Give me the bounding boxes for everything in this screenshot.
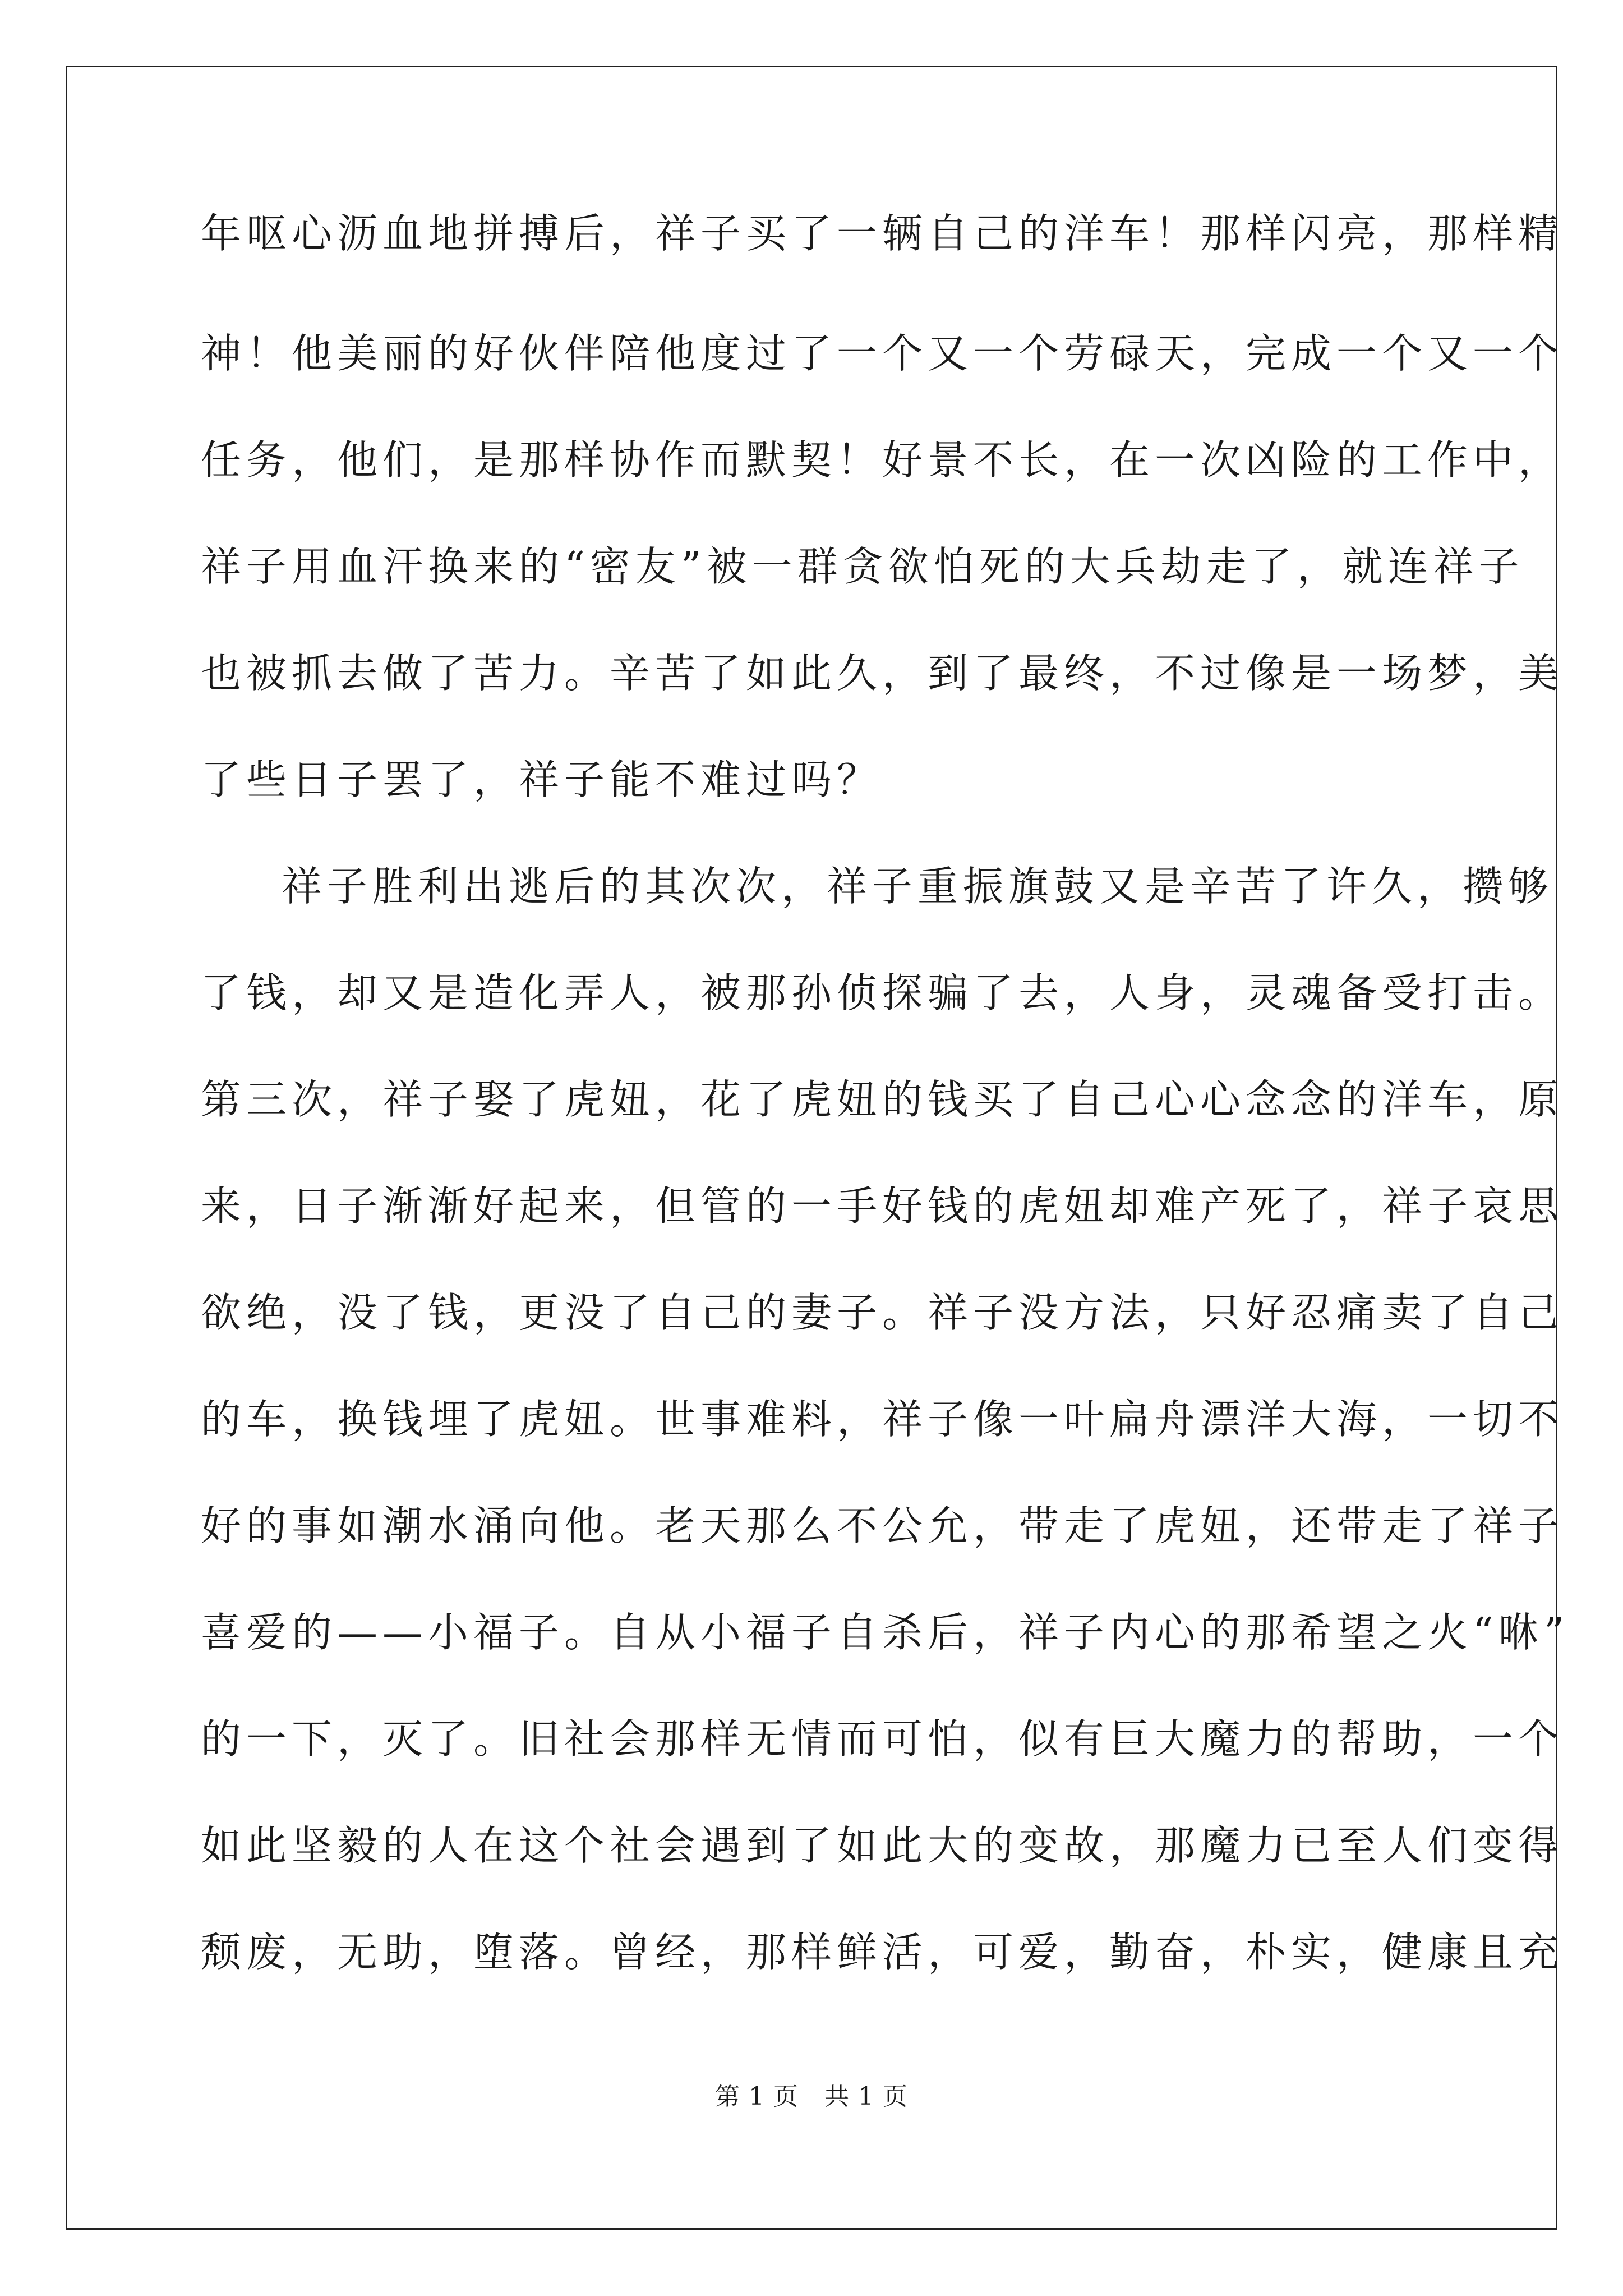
text-line: 了钱，却又是造化弄人，被那孙侦探骗了去，人身，灵魂备受打击。 bbox=[201, 969, 1564, 1016]
document-body bbox=[201, 210, 1570, 2039]
page-footer bbox=[0, 2082, 1623, 2111]
text-line: 神！他美丽的好伙伴陪他度过了一个又一个劳碌天，完成一个又一个 bbox=[201, 330, 1564, 377]
page-total: 共 1 页 bbox=[824, 2082, 908, 2111]
paragraph-start-line: 祥子胜利出逃后的其次次，祥子重振旗鼓又是辛苦了许久，攒够 bbox=[282, 863, 1554, 910]
text-line: 祥子用血汗换来的“密友”被一群贪欲怕死的大兵劫走了，就连祥子 bbox=[201, 543, 1524, 590]
text-line: 任务，他们，是那样协作而默契！好景不长，在一次凶险的工作中， bbox=[201, 436, 1564, 484]
text-line: 喜爱的——小福子。自从小福子自杀后，祥子内心的那希望之火“咻” bbox=[201, 1609, 1570, 1656]
text-line: 颓废，无助，堕落。曾经，那样鲜活，可爱，勤奋，朴实，健康且充 bbox=[201, 1929, 1564, 1976]
text-line: 如此坚毅的人在这个社会遇到了如此大的变故，那魔力已至人们变得 bbox=[201, 1822, 1564, 1869]
text-line: 的一下，灭了。旧社会那样无情而可怕，似有巨大魔力的帮助，一个 bbox=[201, 1715, 1564, 1763]
text-line: 来，日子渐渐好起来，但管的一手好钱的虎妞却难产死了，祥子哀思 bbox=[201, 1182, 1564, 1230]
text-line: 了些日子罢了，祥子能不难过吗？ bbox=[201, 756, 883, 803]
text-line: 欲绝，没了钱，更没了自己的妻子。祥子没方法，只好忍痛卖了自己 bbox=[201, 1289, 1564, 1336]
text-line: 好的事如潮水涌向他。老天那么不公允，带走了虎妞，还带走了祥子 bbox=[201, 1502, 1564, 1549]
text-line: 也被抓去做了苦力。辛苦了如此久，到了最终，不过像是一场梦，美 bbox=[201, 650, 1564, 697]
page-number: 第 1 页 bbox=[715, 2082, 799, 2111]
text-line: 第三次，祥子娶了虎妞，花了虎妞的钱买了自己心心念念的洋车，原 bbox=[201, 1076, 1564, 1123]
text-line: 的车，换钱埋了虎妞。世事难料，祥子像一叶扁舟漂洋大海，一切不 bbox=[201, 1396, 1564, 1443]
text-line: 年呕心沥血地拼搏后，祥子买了一辆自己的洋车！那样闪亮，那样精 bbox=[201, 210, 1564, 257]
